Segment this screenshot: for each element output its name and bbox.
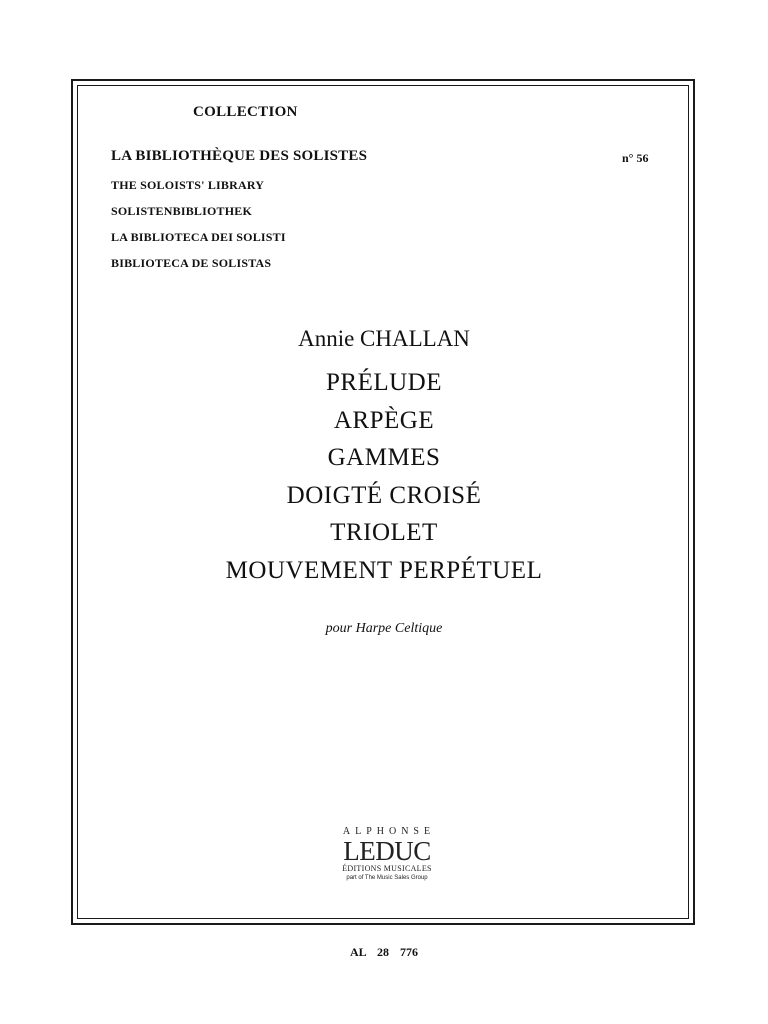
publisher-logo xyxy=(320,826,454,882)
library-name-english: THE SOLOISTS' LIBRARY xyxy=(111,178,265,192)
publisher-logo-wordmark: LEDUC xyxy=(343,836,431,866)
library-name-italian: LA BIBLIOTECA DEI SOLISTI xyxy=(111,230,286,244)
library-name-german: SOLISTENBIBLIOTHEK xyxy=(111,204,252,218)
publisher-logo-line: ALPHONSE xyxy=(342,826,436,837)
piece-title: ARPÈGE xyxy=(333,406,435,434)
library-name-spanish: BIBLIOTECA DE SOLISTAS xyxy=(111,256,272,270)
composer-name: Annie CHALLAN xyxy=(298,326,470,351)
piece-title: TRIOLET xyxy=(330,519,438,546)
library-name-french: LA BIBLIOTHÈQUE DES SOLISTES xyxy=(111,148,368,164)
piece-title: MOUVEMENT PERPÉTUEL xyxy=(225,556,543,584)
collection-number: n° 56 xyxy=(622,151,649,165)
catalog-number: AL 28 776 xyxy=(349,945,418,959)
publisher-logo-line: part of The Music Sales Group xyxy=(346,875,428,881)
collection-heading: COLLECTION xyxy=(193,104,298,120)
instrument-label: pour Harpe Celtique xyxy=(325,621,443,636)
piece-title: PRÉLUDE xyxy=(326,369,442,396)
piece-title: GAMMES xyxy=(327,444,441,471)
piece-title: DOIGTÉ CROISÉ xyxy=(286,481,482,509)
title-block xyxy=(120,324,648,589)
publisher-logo-line: ÉDITIONS MUSICALES xyxy=(342,864,432,873)
